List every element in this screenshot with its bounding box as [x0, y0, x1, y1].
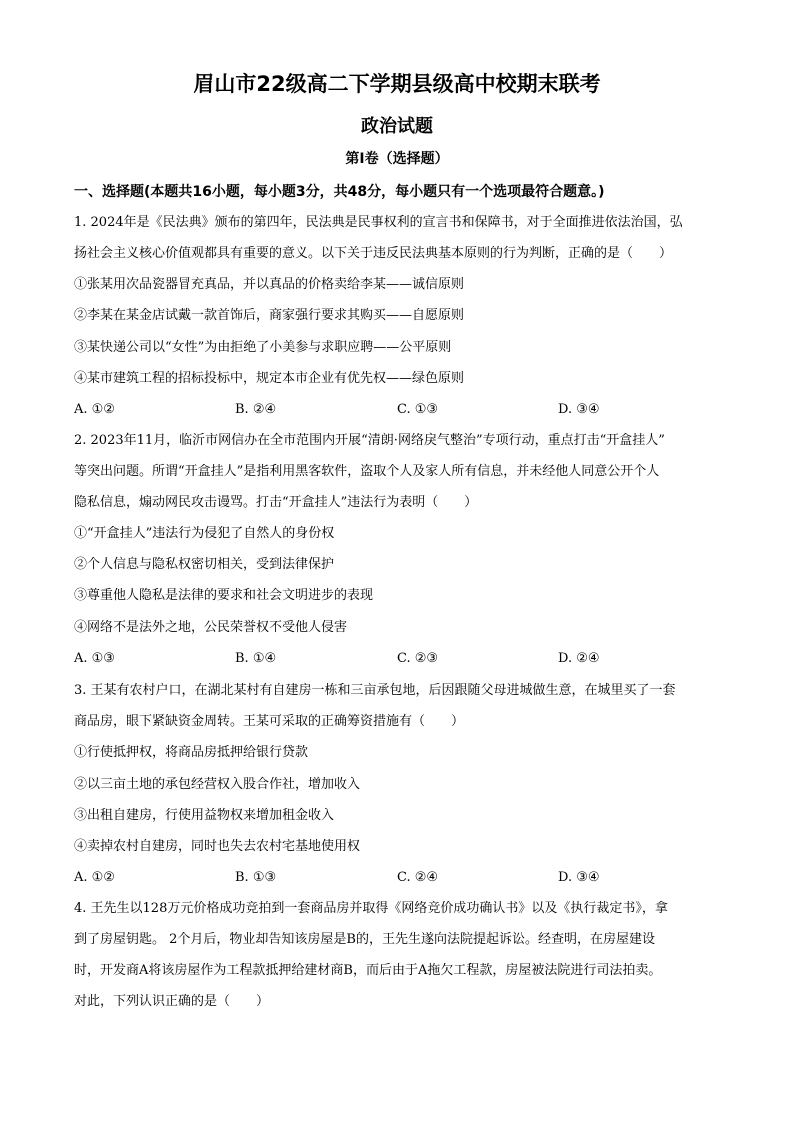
q3-stem-line: 3. 王某有农村户口，在湖北某村有自建房一栋和三亩承包地，后因跟随父母进城做生意，在城里买了一套 — [74, 683, 676, 698]
q1-option-c: C. ①③ — [397, 402, 439, 417]
q3-item: ①行使抵押权，将商品房抵押给银行贷款 — [74, 745, 309, 760]
q2-stem-line: 隐私信息，煽动网民攻击谩骂。打击“开盒挂人”违法行为表明（ ） — [74, 495, 478, 510]
q3-option-c: C. ②④ — [397, 870, 439, 885]
q3-stem-line: 商品房，眼下紧缺资金周转。王某可采取的正确筹资措施有（ ） — [74, 714, 465, 729]
q1-stem-line: 1. 2024年是《民法典》颁布的第四年，民法典是民事权利的宣言书和保障书，对于全面推进依法治国，弘 — [74, 215, 683, 230]
q2-item: ③尊重他人隐私是法律的要求和社会文明进步的表现 — [74, 588, 374, 603]
exam-title: 眉山市22级高二下学期县级高中校期末联考 — [193, 72, 601, 96]
q1-stem-line: 扬社会主义核心价值观都具有重要的意义。以下关于违反民法典基本原则的行为判断，正确的是（ ） — [74, 246, 673, 261]
q2-option-a: A. ①③ — [74, 651, 115, 666]
q2-stem-line: 等突出问题。所谓“开盒挂人”是指利用黑客软件，盗取个人及家人所有信息，并未经他人同意公开个人 — [74, 464, 660, 479]
part-title: 第Ⅰ卷（选择题） — [345, 151, 449, 167]
q4-stem-line: 时，开发商A将该房屋作为工程款抵押给建材商B，而后由于A拖欠工程款，房屋被法院进行司法拍卖。 — [74, 963, 662, 978]
q3-item: ④卖掉农村自建房，同时也失去农村宅基地使用权 — [74, 839, 361, 854]
q1-option-d: D. ③④ — [558, 402, 600, 417]
q1-item: ④某市建筑工程的招标投标中，规定本市企业有优先权——绿色原则 — [74, 371, 465, 386]
q3-option-b: B. ①③ — [235, 870, 277, 885]
q2-option-d: D. ②④ — [558, 651, 600, 666]
q3-option-d: D. ③④ — [558, 870, 600, 885]
q3-item: ②以三亩土地的承包经营权入股合作社，增加收入 — [74, 777, 361, 792]
q1-item: ①张某用次品瓷器冒充真品，并以真品的价格卖给李某——诚信原则 — [74, 277, 465, 292]
q4-stem-line: 4. 王先生以128万元价格成功竞拍到一套商品房并取得《网络竞价成功确认书》以及《执行裁定书》，拿 — [74, 901, 668, 916]
q1-item: ③某快递公司以“女性”为由拒绝了小美参与求职应聘——公平原则 — [74, 340, 452, 355]
q1-item: ②李某在某金店试戴一款首饰后，商家强行要求其购买——自愿原则 — [74, 308, 465, 323]
q2-option-b: B. ①④ — [235, 651, 277, 666]
subject-title: 政治试题 — [361, 116, 433, 137]
q2-item: ①“开盒挂人”违法行为侵犯了自然人的身份权 — [74, 526, 335, 541]
q2-stem-line: 2. 2023年11月，临沂市网信办在全市范围内开展“清朗·网络戾气整治”专项行动，重点打击“开盒挂人” — [74, 433, 665, 448]
q4-stem-line: 对此，下列认识正确的是（ ） — [74, 994, 270, 1009]
q2-item: ②个人信息与隐私权密切相关，受到法律保护 — [74, 557, 335, 572]
q2-item: ④网络不是法外之地，公民荣誉权不受他人侵害 — [74, 620, 348, 635]
q1-option-a: A. ①② — [74, 402, 115, 417]
q4-stem-line: 到了房屋钥匙。 2个月后，物业却告知该房屋是B的，王先生遂向法院提起诉讼。经查明，在房屋建设 — [74, 932, 655, 947]
q3-item: ③出租自建房，行使用益物权来增加租金收入 — [74, 808, 335, 823]
q2-option-c: C. ②③ — [397, 651, 439, 666]
q1-option-b: B. ②④ — [235, 402, 277, 417]
q3-option-a: A. ①② — [74, 870, 115, 885]
section-heading: 一、选择题(本题共16小题，每小题3分，共48分，每小题只有一个选项最符合题意。) — [74, 184, 605, 200]
